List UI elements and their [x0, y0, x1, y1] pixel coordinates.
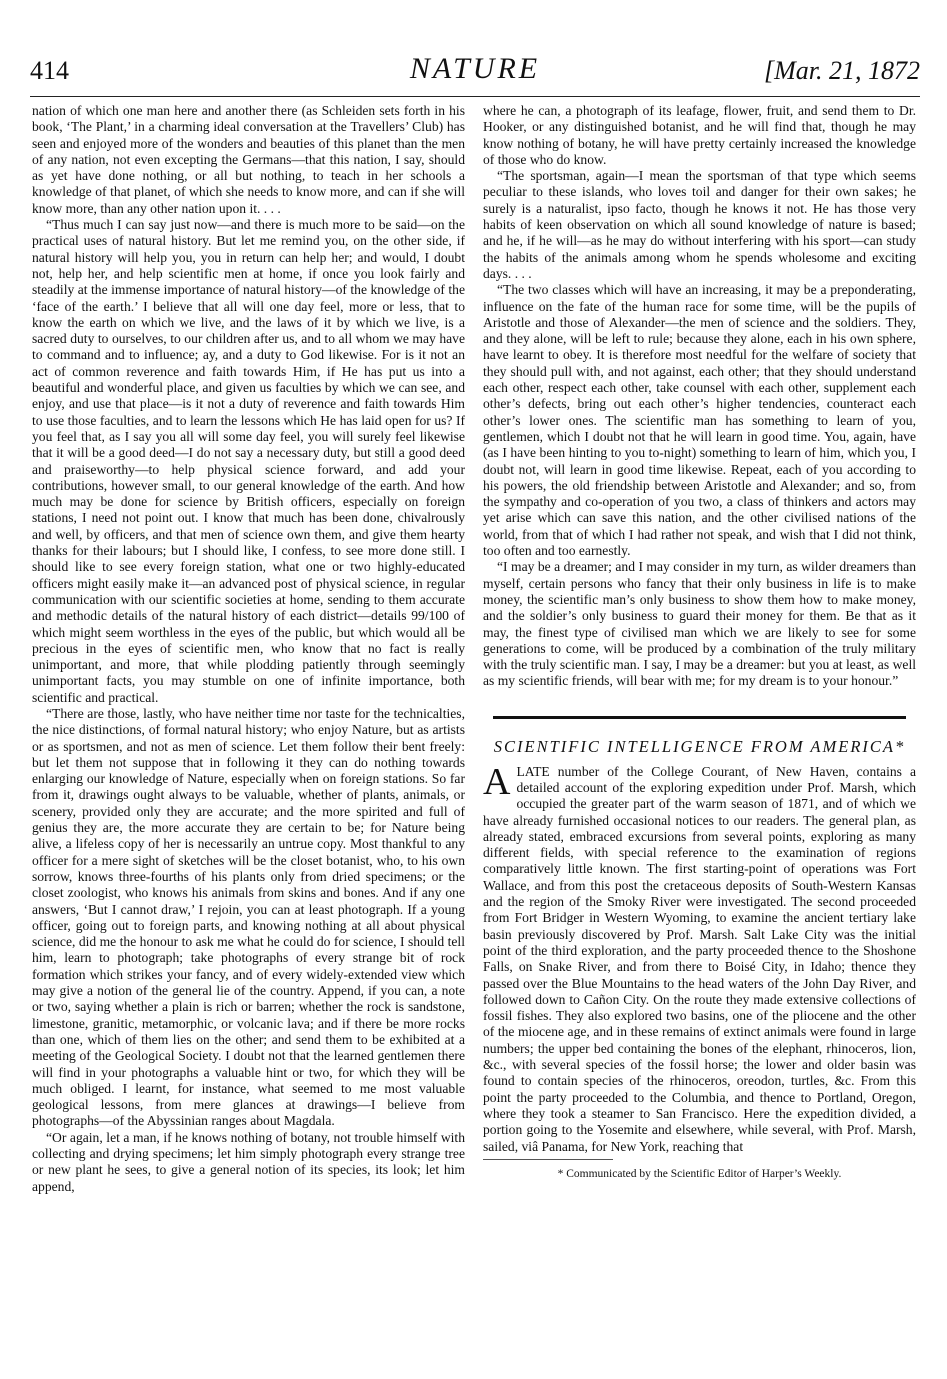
page-header [30, 52, 920, 94]
paragraph: “The two classes which will have an increasing, it may be a preponderating, influence on the fate of the human race for some time, will be the pupils of Aristotle and those of Alexander—the men of science and the soldiers. They, and they alone, will be left to rule; because they alone, each in his own sphere, have learnt to obey. It is therefore most needful for the welfare of society that they should pull with, and not against, each other; that they should understand each other, respect each other, take counsel with each other, supplement each other’s defects, bring out each other’s higher tendencies, counteract each other’s lower ones. The scientific man has something to learn of you, gentlemen, which I doubt not that he will learn in good time. You, again, have (as I have been hinting to you to-night) something to learn of him, which you, I doubt not, will learn in good time likewise. Repeat, each of you according to his powers, the old friendship between Aristotle and Alexander; and so, from the sympathy and co-operation of you two, a class of thinkers and actors may yet arise which can save this nation, and the other civilised nations of the world, from that of which I had rather not speak, and wish that I did not think, too often and too earnestly. [483, 282, 916, 559]
journal-title: NATURE [409, 52, 541, 85]
left-column [32, 103, 465, 1195]
drop-cap: A [483, 760, 511, 803]
page-number: 414 [30, 56, 69, 85]
article-text: LATE number of the College Courant, of New Haven, contains a detailed account of the exploring expedition under Prof. Marsh, which occupied the greater part of the warm season of 1871, and of which we have already furnished occasional notices to our readers. The general plan, as already stated, embraced excursions from several points, exploring as many different fields, with special reference to the examination of regions comparatively little known. The first starting-point of operations was Fort Wallace, and from this post the cretaceous deposits of South-Western Kansas and the region of the Smoky River were investigated. The second proceeded from Fort Bridger in Western Wyoming, to examine the ancient tertiary lake basin previously discovered by Prof. Marsh. Salt Lake City was the initial point of the third exploration, and the party proceeded thence to the Shoshone Falls, on Snake River, and from there to Boisé City, in Idaho; thence they passed over the Blue Mountains to the head waters of the John Day River, and followed down to Cañon City. On the route they made extensive collections of fossil fishes. They also explored two basins, one of the pliocene and the other of the miocene age, and in these remains of extinct animals were found in large numbers; the upper bed containing the bones of the elephant, rhinoceros, lion, &c., with several species of the fossil horse; the lower and older basin was found to contain species of the rhinoceros, oreodon, turtles, &c. From this point the party proceeded to the Columbia, and thence to Portland, Oregon, where they took a steamer to San Francisco. Here the expedition divided, a portion going to the Yosemite and elsewhere, while several, with Prof. Marsh, sailed, viâ Panama, for New York, reaching that [483, 763, 916, 1154]
paragraph: “The sportsman, again—I mean the sportsman of that type which seems peculiar to these islands, who loves toil and danger for their own sakes; he surely is a naturalist, ipso facto, though he knows it not. He has those very habits of keen observation on which all sound knowledge of nature is based; and he, if he will—as he may do without interfering with his sport—can study the habits of the animals among whom he spends wholesome and exciting days. . . . [483, 168, 916, 281]
article-body [483, 760, 916, 1155]
section-divider [493, 716, 906, 719]
footnote: * Communicated by the Scientific Editor of Harper’s Weekly. [557, 1167, 842, 1180]
paragraph: “There are those, lastly, who have neither time nor taste for the technicalties, the nice distinctions, of formal natural history; who enjoy Nature, but as artists or as sportsmen, and not as men of science. Let them follow their bent freely: but let them not suppose that in following it they can do nothing towards enlarging our knowledge of Nature, especially when on foreign stations. So far from it, drawings ought always to be valuable, whether of plants, animals, or scenery, provided only they are accurate; and the more spirited and full of genius they are, the more accurate they are certain to be; for Nature being alive, a lifeless copy of her is necessarily an untrue copy. Most thankful to any officer for a mere sight of sketches will be the closet botanist, who, to his own sorrow, knows three-fourths of his plants only from dried specimens; or the closet zoologist, who knows his animals from skins and bones. And if any one answers, ‘But I cannot draw,’ I rejoin, you can at least photograph. If a young officer, going out to foreign parts, and knowing nothing at all about physical science, did me the honour to ask me what he could do for science, I should tell him, learn to photograph; take photographs of every strange bit of rock formation which strikes your fancy, and of every widely-extended view which may give a notion of the general lie of the country. Append, if you can, a note or two, saying whether a plain is rich or barren; whether the rock is sandstone, limestone, granitic, metamorphic, or volcanic lava; and if there be more rocks than one, which of them lies on the other; and send them to be exhibited at a meeting of the Geological Society. I doubt not that the learned gentlemen there will find in your photographs a valuable hint or two, for which they will be much obliged. I learnt, for instance, what seemed to me most valuable geological lessons, from mere glances at drawings—I believe from photographs—of the Abyssinian ranges about Magdala. [32, 705, 465, 1129]
paragraph: “I may be a dreamer; and I may consider in my turn, as wilder dreamers than myself, certain persons who fancy that their only business in life is to make money, the scientific man’s only business to show them how to make money, and the soldier’s only business to guard their money for them. Be that as it may, the finest type of civilised man which we are likely to see for some generations to come, will be produced by a combination of the truly military with the truly scientific man. I say, I may be a dreamer: but you at least, as well as my scientific friends, will bear with me; for my dream is to your honour.” [483, 559, 916, 689]
paragraph: where he can, a photograph of its leafage, flower, fruit, and send them to Dr. Hooker, or any distinguished botanist, and he will find that, though he may know nothing of botany, he will have pretty certainly increased the knowledge of those who do know. [483, 103, 916, 167]
header-rule [30, 96, 920, 97]
paragraph: “Thus much I can say just now—and there is much more to be said—on the practical uses of natural history. But let me remind you, on the other side, if natural history will help you, you in return can help her; and would, I doubt not, help her, and help scientific men at home, if once you look fairly and steadily at the immense importance of natural history—of the knowledge of the ‘face of the earth.’ I believe that all will one day feel, more or less, that to know the earth on which we live, and the laws of it by which we live, is a sacred duty to ourselves, to our children after us, and to all whom we may have to command and to influence; ay, and a duty to God likewise. For is it not an act of common reverence and faith towards Him, if He has put us into a beautiful and wonderful place, and given us faculties by which we can see, and enjoy, and use that place—is it not a duty of reverence and faith towards Him to use those faculties, and to learn the lessons which He has laid open for us? If you feel that, as I say you all will some day feel, you will surely feel likewise that it will be a good deed—I do not say a necessary duty, but still a good deed and praiseworthy—to help physical science forward, and add your contributions, however small, to our general knowledge of the earth. And how much may be done for science by British officers, especially on foreign stations, I need not point out. I know that much has been done, chivalrously and well, by officers, and that men of science own them, and give them hearty thanks for their labours; but I should like, I confess, to see more done still. I should like to see every foreign station, what one or two highly-educated officers might easily make it—an advanced post of physical science, in regular communication with our scientific societies at home, sending to them accurate and methodic details of the natural history of each district—details 99/100 of which might seem worthless in the eyes of the public, but which would all be precious in the eyes of scientific men, who know that no fact is really unimportant, and more, that while plodding patiently through seemingly unimportant facts, you may stumble on one of infinite importance, both scientific and practical. [32, 217, 465, 705]
paragraph: “Or again, let a man, if he knows nothing of botany, not trouble himself with collecting and drying specimens; let him simply photograph every strange tree or new plant he sees, to give a general notion of its species, its look; let him append, [32, 1129, 465, 1194]
footnote-rule [483, 1159, 613, 1160]
issue-date: [Mar. 21, 1872 [763, 56, 920, 85]
right-column [483, 103, 916, 1182]
paragraph: nation of which one man here and another there (as Schleiden sets forth in his book, ‘The Plant,’ in a charming ideal conversation at the Travellers’ Club) has seen and enjoyed more of the wonders and beauties of this planet than the men of any nation, not even excepting the Germans—that this nation, I say, should as yet have done nothing, or all but nothing, to teach in her schools a knowledge of that planet, of which she needs to know more, and can if she will know more, than any other nation upon it. . . . [32, 103, 465, 216]
article-title: SCIENTIFIC INTELLIGENCE FROM AMERICA* [493, 736, 906, 756]
